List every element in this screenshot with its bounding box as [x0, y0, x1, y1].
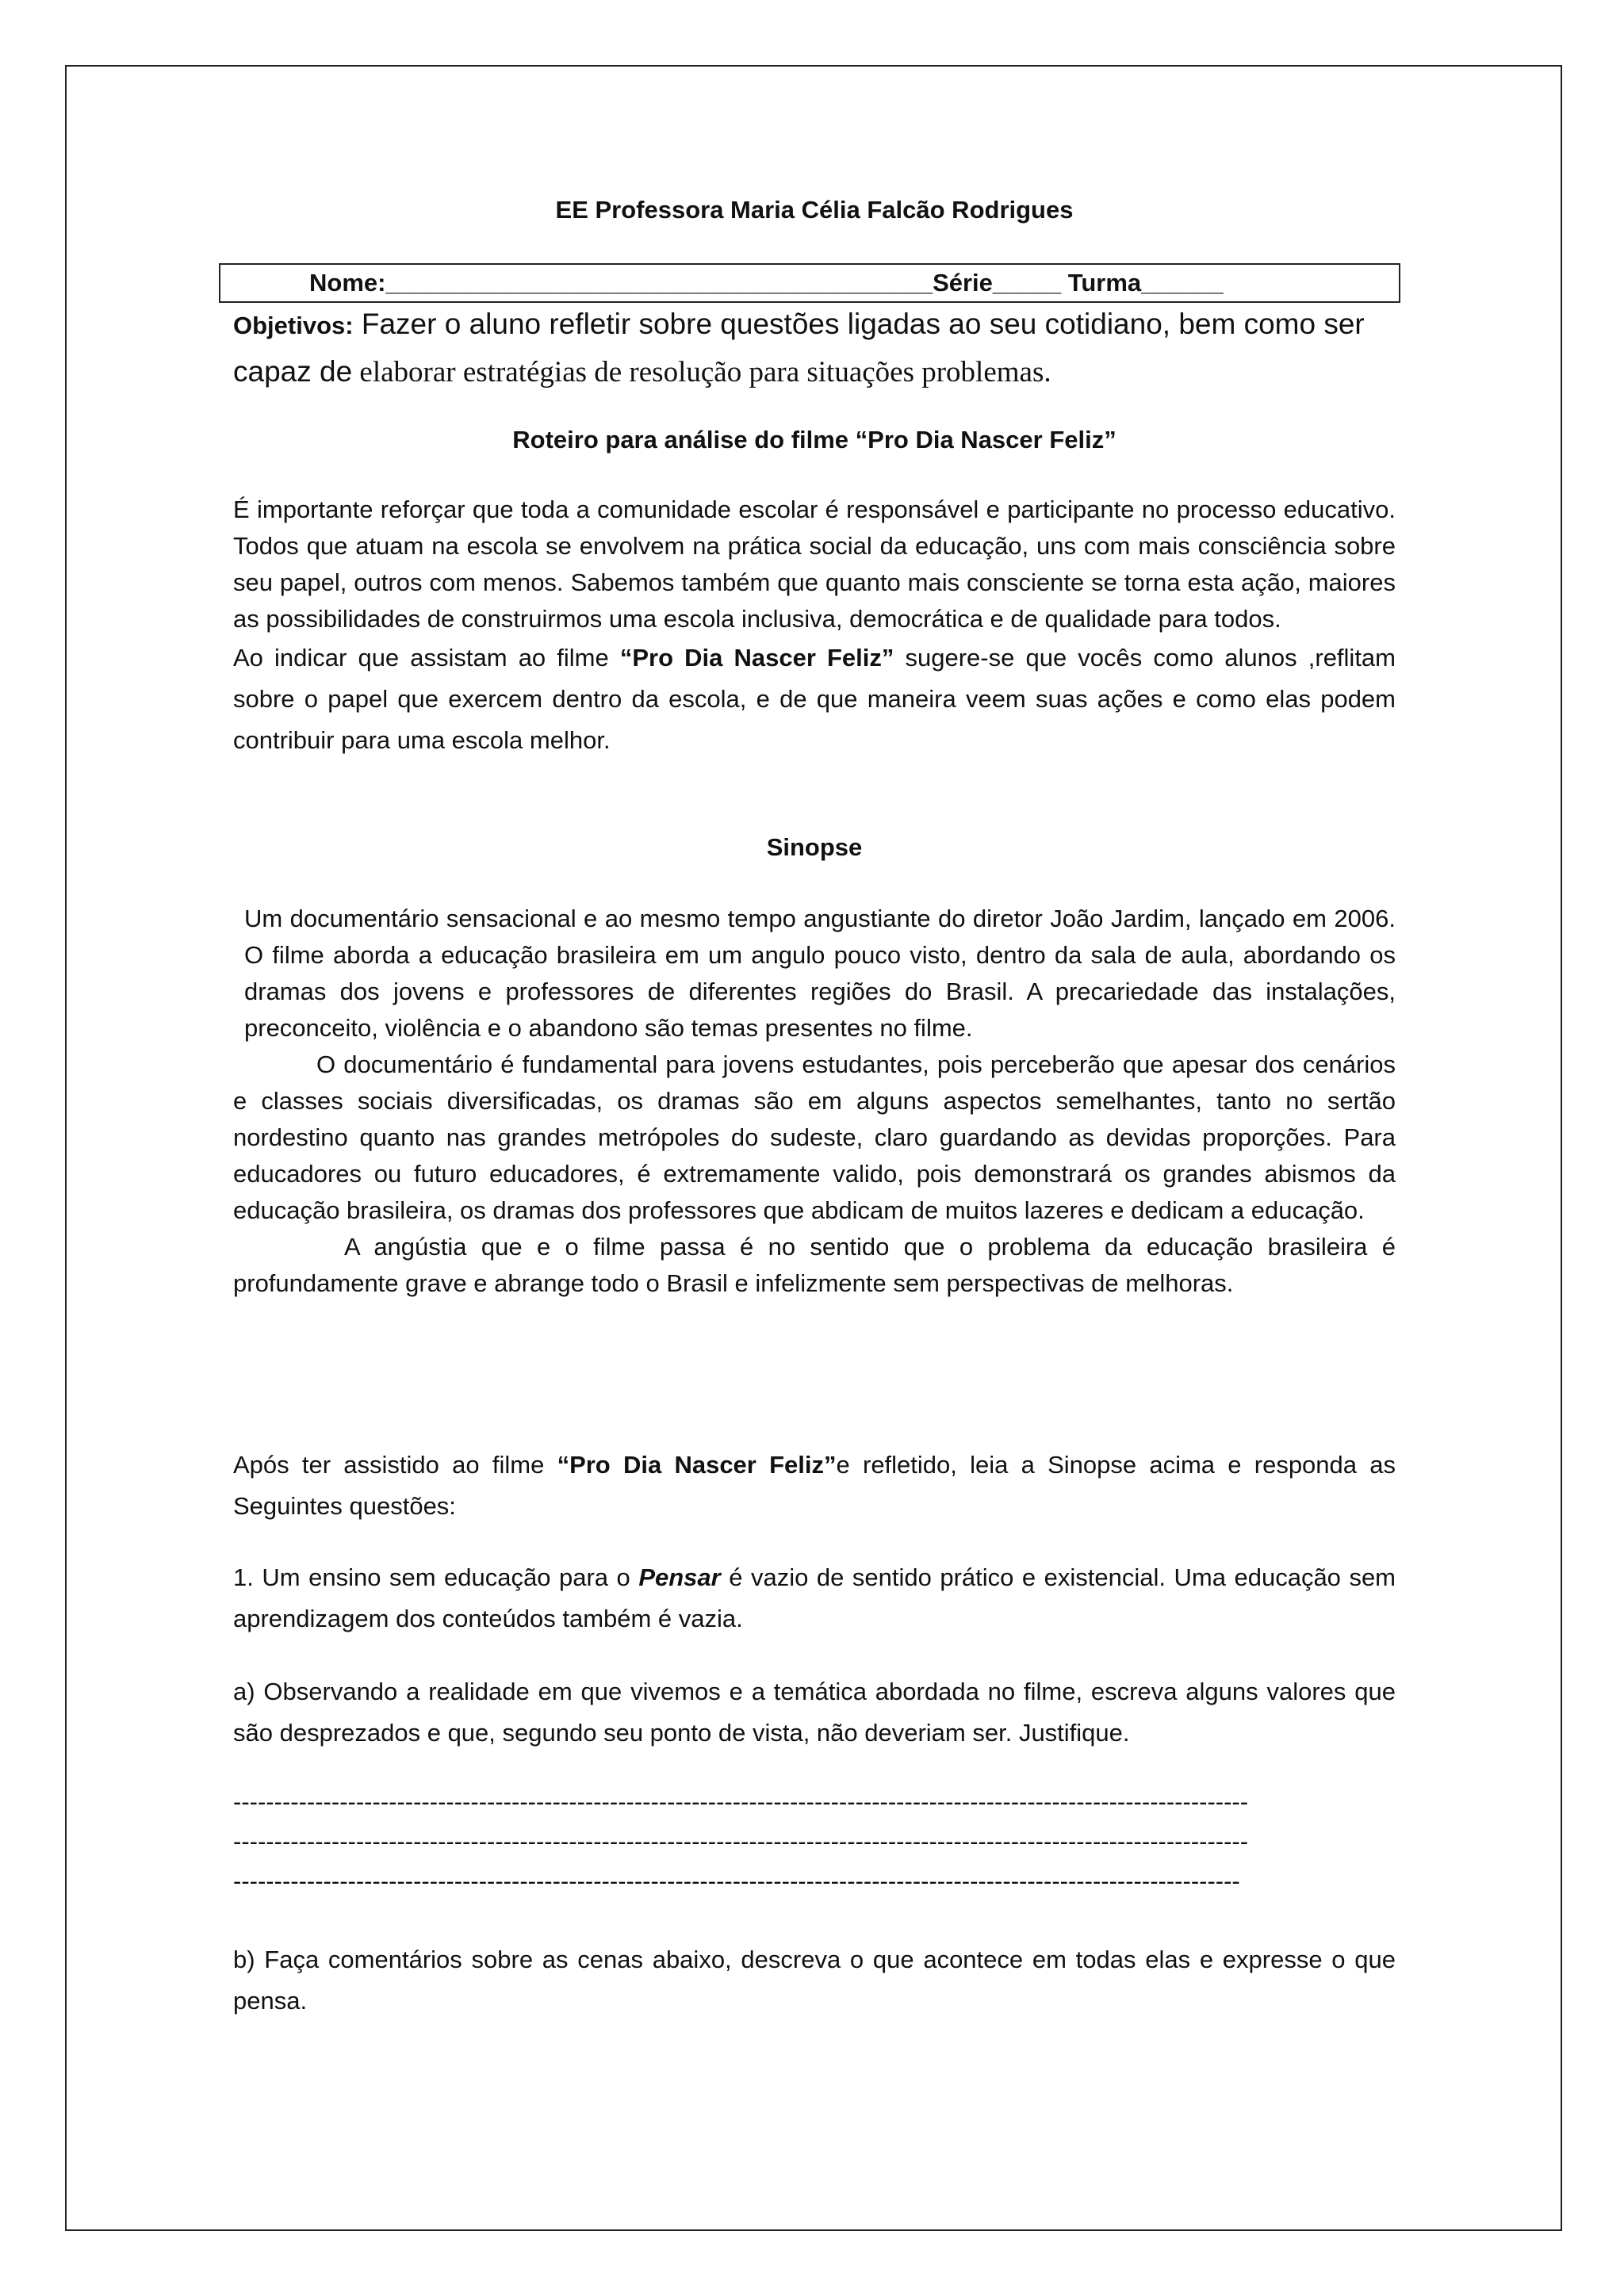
sinopse-paragraph-1: Um documentário sensacional e ao mesmo tempo angustiante do diretor João Jardim, lançado em 2006. O filme aborda a educação brasileira em um angulo pouco visto, dentro da sala de aula, abordando os dramas dos jovens e professores de diferentes regiões do Brasil. A precariedade das instalações, preconceito, violência e o abandono são temas presentes no filme. — [244, 905, 1396, 1042]
intro-text-end: e refletido, leia a Sinopse acima e responda as Seguintes questões: — [233, 1451, 1396, 1520]
objectives-text: Fazer o aluno refletir sobre questões ligadas ao seu cotidiano, bem como ser capaz de — [233, 308, 1365, 388]
roteiro-title: Roteiro para análise do filme “Pro Dia Nascer Feliz” — [512, 426, 1116, 453]
roteiro-paragraph-1: É importante reforçar que toda a comunidade escolar é responsável e participante no processo educativo. Todos que atuam na escola se envolvem na prática social da educação, uns com mais consciência sobre seu papel, outros com menos. Sabemos também que quanto mais consciente se torna esta ação, maiores as possibilidades de construirmos uma escola inclusiva, democrática e de qualidade para todos. — [233, 496, 1396, 633]
sinopse-section — [233, 901, 1396, 1302]
roteiro-p2-text: Ao indicar que assistam ao filme — [233, 644, 620, 672]
name-serie-turma-line: Nome:________________________________________Série_____ Turma______ — [309, 269, 1224, 297]
intro-film-title: “Pro Dia Nascer Feliz” — [557, 1451, 837, 1479]
question-1 — [233, 1557, 1396, 1640]
sinopse-paragraph-2: O documentário é fundamental para jovens estudantes, pois perceberão que apesar dos cenários e classes sociais diversificadas, os dramas são em alguns aspectos semelhantes, tanto no sertão nordestino quanto nas grandes metrópoles do sudeste, claro guardando as devidas proporções. Para educadores ou futuro educadores, é extremamente valido, pois demonstrará os grandes abismos da educação brasileira, os dramas dos professores que abdicam de muitos lazeres e dedicam a educação. — [233, 1050, 1396, 1224]
film-title: “Pro Dia Nascer Feliz” — [619, 644, 894, 672]
answer-area — [233, 1782, 1396, 1901]
roteiro-paragraph-2 — [233, 637, 1396, 761]
q1-emphasis: Pensar — [638, 1563, 721, 1591]
objectives-text-serif: elaborar estratégias de resolução para situações problemas. — [352, 356, 1051, 388]
objectives-label: Objetivos: — [233, 312, 354, 339]
answer-line[interactable]: ---------------------------------------------------------------------------------------------------------------------------- — [233, 1788, 1249, 1816]
sinopse-title: Sinopse — [766, 833, 863, 861]
answer-line[interactable]: ---------------------------------------------------------------------------------------------------------------------------- — [233, 1827, 1249, 1855]
student-info-box — [219, 263, 1400, 303]
school-title: EE Professora Maria Célia Falcão Rodrigues — [555, 196, 1074, 224]
question-b: b) Faça comentários sobre as cenas abaixo, descreva o que acontece em todas elas e expresse o que pensa. — [233, 1946, 1396, 2015]
intro-text: Após ter assistido ao filme — [233, 1451, 557, 1479]
q1-text-end: é vazio de sentido prático e existencial. Uma educação sem aprendizagem dos conteúdos também é vazia. — [233, 1563, 1396, 1632]
roteiro-section — [233, 492, 1396, 761]
sinopse-paragraph-3: A angústia que e o filme passa é no sentido que o problema da educação brasileira é profundamente grave e abrange todo o Brasil e infelizmente sem perspectivas de melhoras. — [233, 1233, 1396, 1297]
roteiro-p2-text-end: sugere-se que vocês como alunos ,reflitam sobre o papel que exercem dentro da escola, e de que maneira veem suas ações e como elas podem contribuir para uma escola melhor. — [233, 644, 1396, 754]
q1-text: 1. Um ensino sem educação para o — [233, 1563, 639, 1591]
questions-intro — [233, 1445, 1396, 1527]
objectives — [233, 301, 1396, 396]
answer-line[interactable]: --------------------------------------------------------------------------------------------------------------------------- — [233, 1867, 1240, 1895]
question-a: a) Observando a realidade em que vivemos e a temática abordada no filme, escreva alguns valores que são desprezados e que, segundo seu ponto de vista, não deveriam ser. Justifique. — [233, 1678, 1396, 1747]
